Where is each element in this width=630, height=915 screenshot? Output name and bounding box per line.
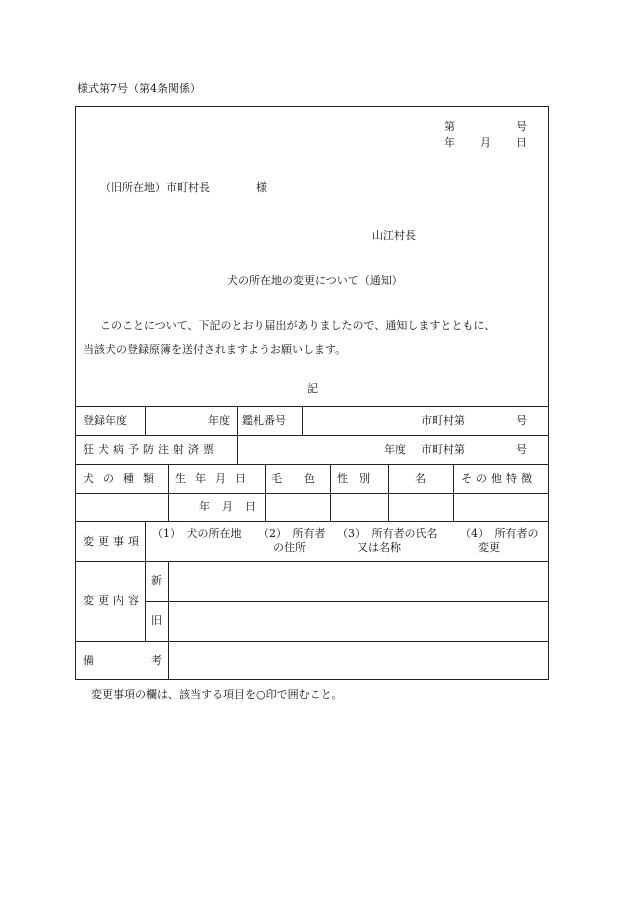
col-divider: [265, 464, 266, 521]
name-header: 名: [415, 472, 426, 485]
birthdate-header: 生年月日: [175, 472, 255, 485]
change-option-3: （3） 所有者の氏名: [337, 527, 438, 540]
change-old-label: 旧: [151, 614, 162, 627]
rabies-year-unit: 年度: [384, 443, 406, 456]
remarks-label-a: 備: [83, 654, 94, 667]
table-top-line: [75, 406, 549, 407]
reg-year-unit: 年度: [208, 414, 230, 427]
body-line-2: 当該犬の登録原簿を送付されますようお願いします。: [83, 343, 347, 356]
change-option-1: （1） 犬の所在地: [152, 527, 242, 540]
row-divider: [145, 601, 549, 602]
col-divider: [168, 561, 169, 680]
body-line-1: このことについて、下記のとおり届出がありましたので、通知しますとともに、: [100, 319, 496, 332]
change-new-label: 新: [151, 574, 162, 587]
footnote: 変更事項の欄は、該当する項目を○印で囲むこと。: [91, 688, 343, 701]
form-label: 様式第7号（第4条関係）: [77, 82, 201, 95]
addressee-honorific: 様: [256, 181, 267, 194]
rabies-tag-label: 狂犬病予防注射済票: [83, 443, 218, 456]
sender: 山江村長: [372, 229, 416, 242]
col-divider: [330, 464, 331, 521]
number-suffix: 号: [516, 120, 527, 133]
col-divider: [453, 464, 454, 521]
change-option-2-sub: の住所: [273, 541, 306, 554]
change-option-3-sub: 又は名称: [357, 541, 401, 554]
date-month: 月: [480, 136, 491, 149]
col-divider: [237, 435, 238, 464]
birth-month: 月: [222, 500, 233, 513]
rabies-no-suffix: 号: [516, 443, 527, 456]
row-divider: [75, 435, 549, 436]
rabies-city-prefix: 市町村第: [421, 443, 465, 456]
remarks-label-b: 考: [151, 654, 162, 667]
change-content-label: 変更内容: [83, 594, 143, 607]
addressee-label: （旧所在地）市町村長: [100, 181, 210, 194]
row-divider: [75, 561, 549, 562]
col-divider: [168, 464, 169, 521]
document-title: 犬の所在地の変更について（通知）: [227, 274, 403, 287]
col-divider: [145, 406, 146, 435]
change-option-4-sub: 変更: [478, 541, 500, 554]
tag-city-prefix: 市町村第: [421, 414, 465, 427]
col-divider: [302, 406, 303, 435]
change-option-2: （2） 所有者: [258, 527, 326, 540]
change-items-label: 変更事項: [83, 535, 143, 548]
row-divider: [75, 521, 549, 522]
col-divider: [145, 521, 146, 561]
features-header: その他特徴: [461, 472, 536, 485]
birth-year: 年: [199, 500, 210, 513]
sex-header: 性 別: [337, 472, 370, 485]
date-day: 日: [516, 136, 527, 149]
number-prefix: 第: [444, 120, 455, 133]
date-year: 年: [444, 136, 455, 149]
row-divider: [75, 464, 549, 465]
reg-year-label: 登録年度: [83, 414, 127, 427]
ki-mark: 記: [307, 382, 318, 395]
coat-color-header: 毛 色: [271, 472, 315, 485]
tag-number-label: 鑑札番号: [242, 414, 286, 427]
tag-no-suffix: 号: [516, 414, 527, 427]
col-divider: [388, 464, 389, 521]
row-divider: [75, 641, 549, 642]
row-divider: [75, 493, 549, 494]
col-divider: [237, 406, 238, 435]
breed-header: 犬の種類: [83, 472, 163, 485]
change-option-4: （4） 所有者の: [460, 527, 539, 540]
birth-day: 日: [245, 500, 256, 513]
col-divider: [145, 561, 146, 641]
